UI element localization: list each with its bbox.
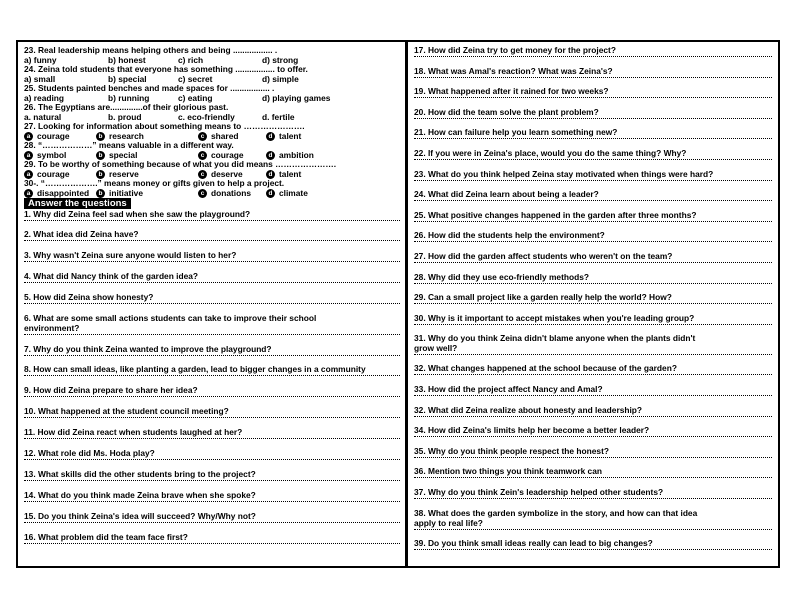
answer-line[interactable] [24, 375, 400, 376]
answer-line[interactable] [24, 438, 400, 439]
mcq-option[interactable] [266, 188, 308, 198]
question-text: 37. Why do you think Zein's leadership helped other students? [414, 487, 664, 497]
answer-line[interactable] [24, 220, 400, 221]
option-letter-circle: a [24, 189, 33, 198]
question-text: 11. How did Zeina react when students laughed at her? [24, 427, 243, 438]
answer-line[interactable] [414, 180, 772, 181]
answer-line[interactable] [24, 522, 400, 523]
mcq-option-text: reserve [109, 168, 139, 179]
question-text: 27. How did the garden affect students who weren't on the team? [414, 251, 673, 261]
mcq-option[interactable]: a. natural [24, 111, 62, 122]
mcq-option[interactable]: d) strong [262, 54, 299, 65]
mcq-option[interactable]: b) running [108, 92, 150, 103]
right-column [410, 44, 776, 564]
answer-line[interactable] [24, 282, 400, 283]
mcq-option[interactable]: d) simple [262, 73, 299, 84]
question-text: 39. Do you think small ideas really can lead to big changes? [414, 537, 653, 548]
answer-line[interactable] [24, 303, 400, 304]
option-letter-circle: c [198, 189, 207, 198]
mcq-stem: 29. To be worthy of something because of what you did means …………………. [24, 159, 337, 169]
question-text: 32. What did Zeina realize about honesty and leadership? [414, 404, 643, 415]
mcq-option[interactable]: c) eating [178, 92, 213, 103]
question-text: 30. Why is it important to accept mistakes when you're leading group? [414, 312, 695, 323]
option-letter-circle: b [96, 151, 105, 160]
answer-line[interactable] [414, 221, 772, 222]
question-text: 36. Mention two things you think teamwork can [414, 466, 602, 477]
question-text: environment? [24, 323, 80, 333]
mcq-stem: 30-. “……………….” means money or gifts given to help a project. [24, 178, 285, 188]
answer-line[interactable] [414, 498, 772, 499]
answer-line[interactable] [414, 241, 772, 242]
mcq-option-text: courage [211, 149, 244, 160]
mcq-stem: 26. The Egyptians are..............of their glorious past. [24, 102, 229, 112]
mcq-option[interactable] [24, 188, 89, 198]
answer-line[interactable] [24, 334, 400, 335]
answer-line[interactable] [414, 118, 772, 119]
question-text: 7. Why do you think Zeina wanted to improve the playground? [24, 343, 272, 354]
mcq-option-text: symbol [37, 149, 67, 160]
option-letter-circle: c [198, 170, 207, 179]
option-letter-circle: a [24, 151, 33, 160]
mcq-option[interactable]: b) special [108, 73, 147, 84]
option-letter-circle: d [266, 151, 275, 160]
mcq-stem: 28. “………………” means valuable in a different way. [24, 140, 234, 150]
mcq-option[interactable]: c) rich [178, 54, 204, 65]
mcq-option-text: disappointed [37, 187, 90, 198]
question-text: 38. What does the garden symbolize in the story, and how can that idea [414, 507, 698, 518]
mcq-option-text: talent [279, 130, 302, 141]
answer-line[interactable] [414, 395, 772, 396]
answer-line[interactable] [24, 355, 400, 356]
answer-line[interactable] [24, 459, 400, 460]
mcq-option[interactable]: d) playing games [262, 92, 331, 103]
option-letter-circle: b [96, 170, 105, 179]
mcq-stem: 27. Looking for information about something means to …………………. [24, 121, 305, 131]
option-letter-circle: d [266, 189, 275, 198]
question-text: 15. Do you think Zeina's idea will succeed? Why/Why not? [24, 510, 256, 521]
mcq-option[interactable]: d. fertile [262, 111, 295, 122]
question-text: 28. Why did they use eco-friendly methods? [414, 271, 589, 282]
question-text: 1. Why did Zeina feel sad when she saw the playground? [24, 208, 251, 219]
question-text: 31. Why do you think Zeina didn't blame anyone when the plants didn't [414, 333, 696, 344]
answer-line[interactable] [414, 324, 772, 325]
question-text: 3. Why wasn't Zeina sure anyone would listen to her? [24, 250, 237, 261]
question-text: 5. How did Zeina show honesty? [24, 292, 154, 303]
answer-line[interactable] [24, 417, 400, 418]
question-text: 35. Why do you think people respect the honest? [414, 445, 609, 456]
mcq-option[interactable]: b) honest [108, 54, 146, 65]
question-text: apply to real life? [414, 517, 483, 528]
question-text: 26. How did the students help the environment? [414, 230, 605, 241]
option-letter-circle: b [96, 132, 105, 141]
answer-line[interactable] [414, 374, 772, 375]
question-text: 8. How can small ideas, like planting a garden, lead to bigger changes in a community [24, 364, 366, 375]
question-text: 32. What changes happened at the school because of the garden? [414, 363, 677, 374]
question-text: 18. What was Amal's reaction? What was Zeina's? [414, 65, 613, 76]
mcq-option-text: courage [37, 168, 70, 179]
option-letter-circle: a [24, 132, 33, 141]
question-text: 25. What positive changes happened in the garden after three months? [414, 209, 697, 220]
question-text: 13. What skills did the other students bring to the project? [24, 468, 256, 479]
mcq-option[interactable]: c. eco-friendly [178, 111, 235, 122]
mcq-stem: 23. Real leadership means helping others and being ................. . [24, 45, 278, 55]
mcq-option-text: deserve [211, 168, 243, 179]
answer-line[interactable] [24, 480, 400, 481]
answer-line[interactable] [414, 138, 772, 139]
answer-line[interactable] [24, 543, 400, 544]
option-letter-circle: c [198, 151, 207, 160]
mcq-option-text: research [109, 130, 144, 141]
answer-line[interactable] [414, 354, 772, 355]
option-letter-circle: d [266, 170, 275, 179]
answer-line[interactable] [414, 97, 772, 98]
question-text: 17. How did Zeina try to get money for the project? [414, 45, 616, 55]
mcq-option[interactable] [198, 188, 251, 198]
answer-line[interactable] [414, 303, 772, 304]
mcq-option-text: shared [211, 130, 239, 141]
mcq-option-text: climate [279, 187, 308, 198]
answer-line[interactable] [414, 262, 772, 263]
mcq-option[interactable]: a) reading [24, 92, 65, 103]
mcq-stem: 24. Zeina told students that everyone has something ................. to offer. [24, 64, 308, 74]
mcq-option[interactable]: c) secret [178, 73, 213, 84]
answer-line[interactable] [414, 529, 772, 530]
mcq-stem: 25. Students painted benches and made spaces for ................. . [24, 83, 275, 93]
question-text: 6. What are some small actions students can take to improve their school [24, 313, 317, 323]
question-text: 20. How did the team solve the plant problem? [414, 106, 599, 117]
mcq-option[interactable]: b. proud [108, 111, 142, 122]
question-text: grow well? [414, 343, 458, 354]
mcq-option-text: talent [279, 168, 302, 179]
mcq-option-text: ambition [279, 149, 314, 160]
answer-line[interactable] [414, 477, 772, 478]
question-text: 22. If you were in Zeina's place, would you do the same thing? Why? [414, 148, 687, 158]
column-divider [405, 40, 408, 568]
mcq-option[interactable] [96, 188, 143, 198]
mcq-option-text: special [109, 149, 138, 160]
question-text: 33. How did the project affect Nancy and Amal? [414, 384, 603, 394]
answer-line[interactable] [24, 261, 400, 262]
answer-line[interactable] [24, 396, 400, 397]
answer-line[interactable] [414, 56, 772, 57]
option-letter-circle: b [96, 189, 105, 198]
mcq-option-text: initiative [109, 187, 143, 198]
mcq-option-text: donations [211, 187, 252, 198]
option-letter-circle: d [266, 132, 275, 141]
question-text: 29. Can a small project like a garden really help the world? How? [414, 292, 672, 303]
option-letter-circle: c [198, 132, 207, 141]
question-text: 10. What happened at the student council meeting? [24, 406, 229, 417]
question-text: 16. What problem did the team face first? [24, 531, 188, 542]
section-header: Answer the questions [24, 198, 131, 209]
mcq-option[interactable]: a) funny [24, 54, 57, 65]
question-text: 9. How did Zeina prepare to share her idea? [24, 385, 198, 396]
question-text: 34. How did Zeina's limits help her become a better leader? [414, 425, 650, 436]
left-column [20, 44, 404, 564]
mcq-option-text: courage [37, 130, 70, 141]
answer-line[interactable] [414, 416, 772, 417]
answer-line[interactable] [24, 501, 400, 502]
option-letter-circle: a [24, 170, 33, 179]
question-text: 21. How can failure help you learn something new? [414, 127, 618, 138]
question-text: 4. What did Nancy think of the garden idea? [24, 271, 199, 282]
question-text: 14. What do you think made Zeina brave when she spoke? [24, 489, 256, 500]
question-text: 23. What do you think helped Zeina stay motivated when things were hard? [414, 168, 714, 179]
answer-line[interactable] [414, 159, 772, 160]
mcq-option[interactable]: a) small [24, 73, 56, 84]
answer-line[interactable] [414, 549, 772, 550]
answer-line[interactable] [414, 457, 772, 458]
answer-line[interactable] [414, 77, 772, 78]
answer-line[interactable] [414, 436, 772, 437]
question-text: 12. What role did Ms. Hoda play? [24, 448, 155, 458]
question-text: 19. What happened after it rained for two weeks? [414, 86, 609, 97]
question-text: 24. What did Zeina learn about being a leader? [414, 189, 599, 200]
question-text: 2. What idea did Zeina have? [24, 229, 139, 240]
answer-line[interactable] [414, 283, 772, 284]
answer-line[interactable] [24, 240, 400, 241]
answer-line[interactable] [414, 200, 772, 201]
